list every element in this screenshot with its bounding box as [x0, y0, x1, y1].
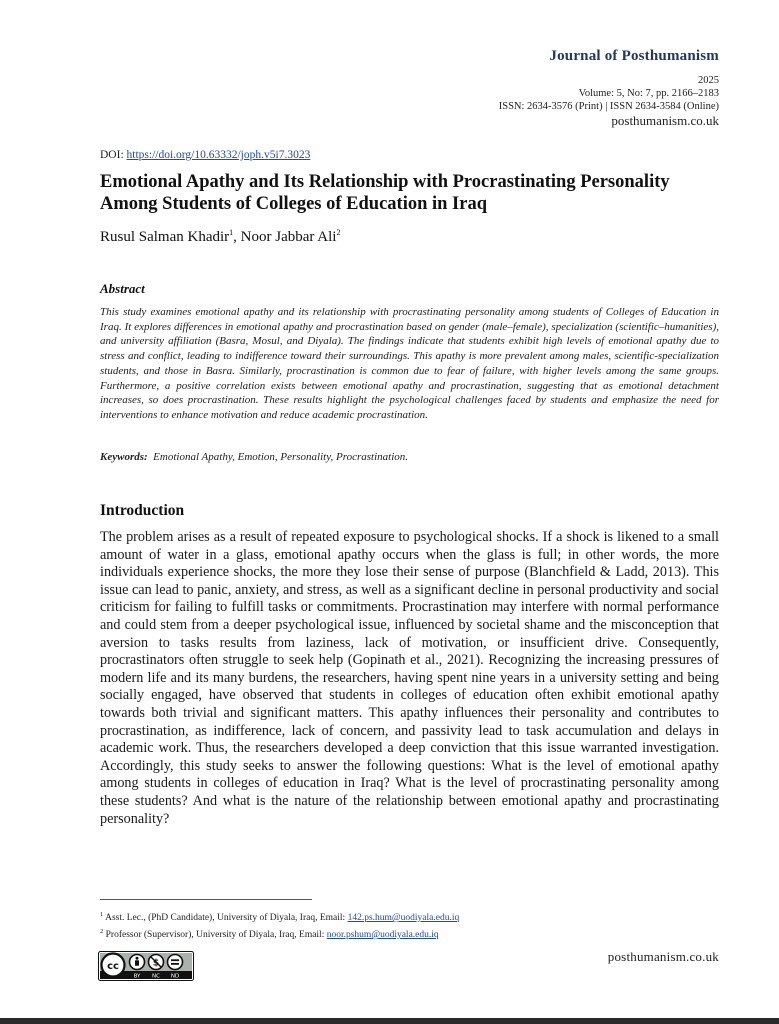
doi-label: DOI:	[100, 149, 127, 161]
footnote-mark: 2	[100, 928, 104, 936]
author-name: Rusul Salman Khadir	[100, 229, 230, 245]
author-affiliation-mark: 2	[336, 228, 341, 237]
volume-info: Volume: 5, No: 7, pp. 2166–2183	[578, 88, 719, 99]
author-separator: ,	[233, 229, 241, 245]
author-name: Noor Jabbar Ali	[240, 229, 337, 245]
journal-header	[499, 48, 719, 129]
journal-name: Journal of Posthumanism	[549, 48, 719, 64]
footnote-item	[100, 908, 459, 925]
svg-text:$: $	[152, 958, 160, 969]
author-list	[100, 228, 340, 246]
footnote-item	[100, 925, 459, 942]
noderivatives-icon	[168, 955, 183, 970]
license-term-by: BY	[133, 973, 141, 980]
license-term-nd: ND	[170, 973, 180, 980]
footnotes	[100, 908, 459, 942]
footnote-text: Asst. Lec., (PhD Candidate), University of Diyala, Iraq, Email:	[103, 913, 348, 924]
cc-icon	[102, 954, 125, 977]
introduction-text: The problem arises as a result of repeated exposure to psychological shocks. If a shock is likened to a small amount of water in a glass, emotional apathy occurs when the glass is full; in other words, the more individuals experience shocks, the more they lose their sense of purpose (Blanchfield & Ladd, 2013). This issue can lead to panic, anxiety, and stress, as well as a significant decline in personal productivity and social criticism for failing to fulfill tasks or commitments. Procrastination may interfere with normal performance and could stem from a deeper psychological issue, influenced by societal shame and the misconception that aversion to tasks results from laziness, lack of motivation, or insufficient drive. Consequently, procrastinators often struggle to seek help (Gopinath et al., 2021). Recognizing the increasing pressures of modern life and its many burdens, the researchers, having spent nine years in a university setting and being socially engaged, have observed that students in colleges of education often exhibit emotional apathy towards both trivial and significant matters. This apathy influences their personality and contributes to procrastination, as indifference, lack of concern, and passivity lead to task accumulation and delays in academic work. Thus, the researchers developed a deep conviction that this issue warranted investigation. Accordingly, this study seeks to answer the following questions: What is the level of emotional apathy among students in colleges of education in Iraq? What is the level of procrastinating personality among these students? And what is the nature of the relationship between emotional apathy and procrastinating personality?	[100, 529, 719, 827]
issn-info: ISSN: 2634-3576 (Print) | ISSN 2634-3584 (Online)	[498, 101, 719, 112]
page-bottom-border	[0, 1018, 779, 1024]
footnote-divider	[100, 899, 312, 900]
footnote-email-link[interactable]: noor.pshum@uodiyala.edu.iq	[326, 930, 439, 941]
noncommercial-icon	[149, 955, 164, 970]
keywords-text: Emotional Apathy, Emotion, Personality, Procrastination.	[153, 451, 408, 463]
abstract-heading: Abstract	[100, 281, 145, 296]
cc-license-badge[interactable]	[98, 951, 194, 981]
abstract-text: This study examines emotional apathy and its relationship with procrastinating personality among students of Colleges of Education in Iraq. It explores differences in emotional apathy and procrastination based on gender (male–female), specialization (scientific–humanities), and university affiliation (Basra, Mosul, and Diyala). The findings indicate that students exhibit high levels of emotional apathy due to stress and conflict, leading to indifference toward their surroundings. This apathy is more prevalent among males, scientific-specialization students, and those in Basra. Similarly, procrastination is common due to fear of failure, with higher levels among the same groups. Furthermore, a positive correlation exists between emotional apathy and procrastination, suggesting that as emotional detachment increases, so does procrastination. These results highlight the psychological challenges faced by students and emphasize the need for interventions to enhance motivation and reduce academic procrastination.	[100, 306, 719, 421]
cc-badge-text: cc	[107, 961, 119, 972]
footnote-mark: 1	[100, 911, 104, 918]
footnote-text: Professor (Supervisor), University of Diyala, Iraq, Email:	[103, 930, 327, 941]
doi-link[interactable]: https://doi.org/10.63332/joph.v5i7.3023	[126, 149, 311, 161]
introduction-heading: Introduction	[100, 502, 185, 519]
doi-line	[100, 149, 310, 161]
footer-website: posthumanism.co.uk	[607, 949, 719, 964]
license-term-nc: NC	[152, 973, 160, 980]
attribution-icon	[130, 955, 145, 970]
paper-title: Emotional Apathy and Its Relationship with Procrastinating Personality Among Students of Colleges of Education in Iraq	[100, 172, 670, 214]
journal-website: posthumanism.co.uk	[611, 113, 719, 128]
keywords-line	[100, 451, 408, 463]
author-affiliation-mark: 1	[229, 228, 234, 237]
keywords-label: Keywords:	[100, 451, 148, 463]
publication-year: 2025	[698, 75, 719, 86]
footnote-email-link[interactable]: 142.ps.hum@uodiyala.edu.iq	[347, 913, 460, 924]
